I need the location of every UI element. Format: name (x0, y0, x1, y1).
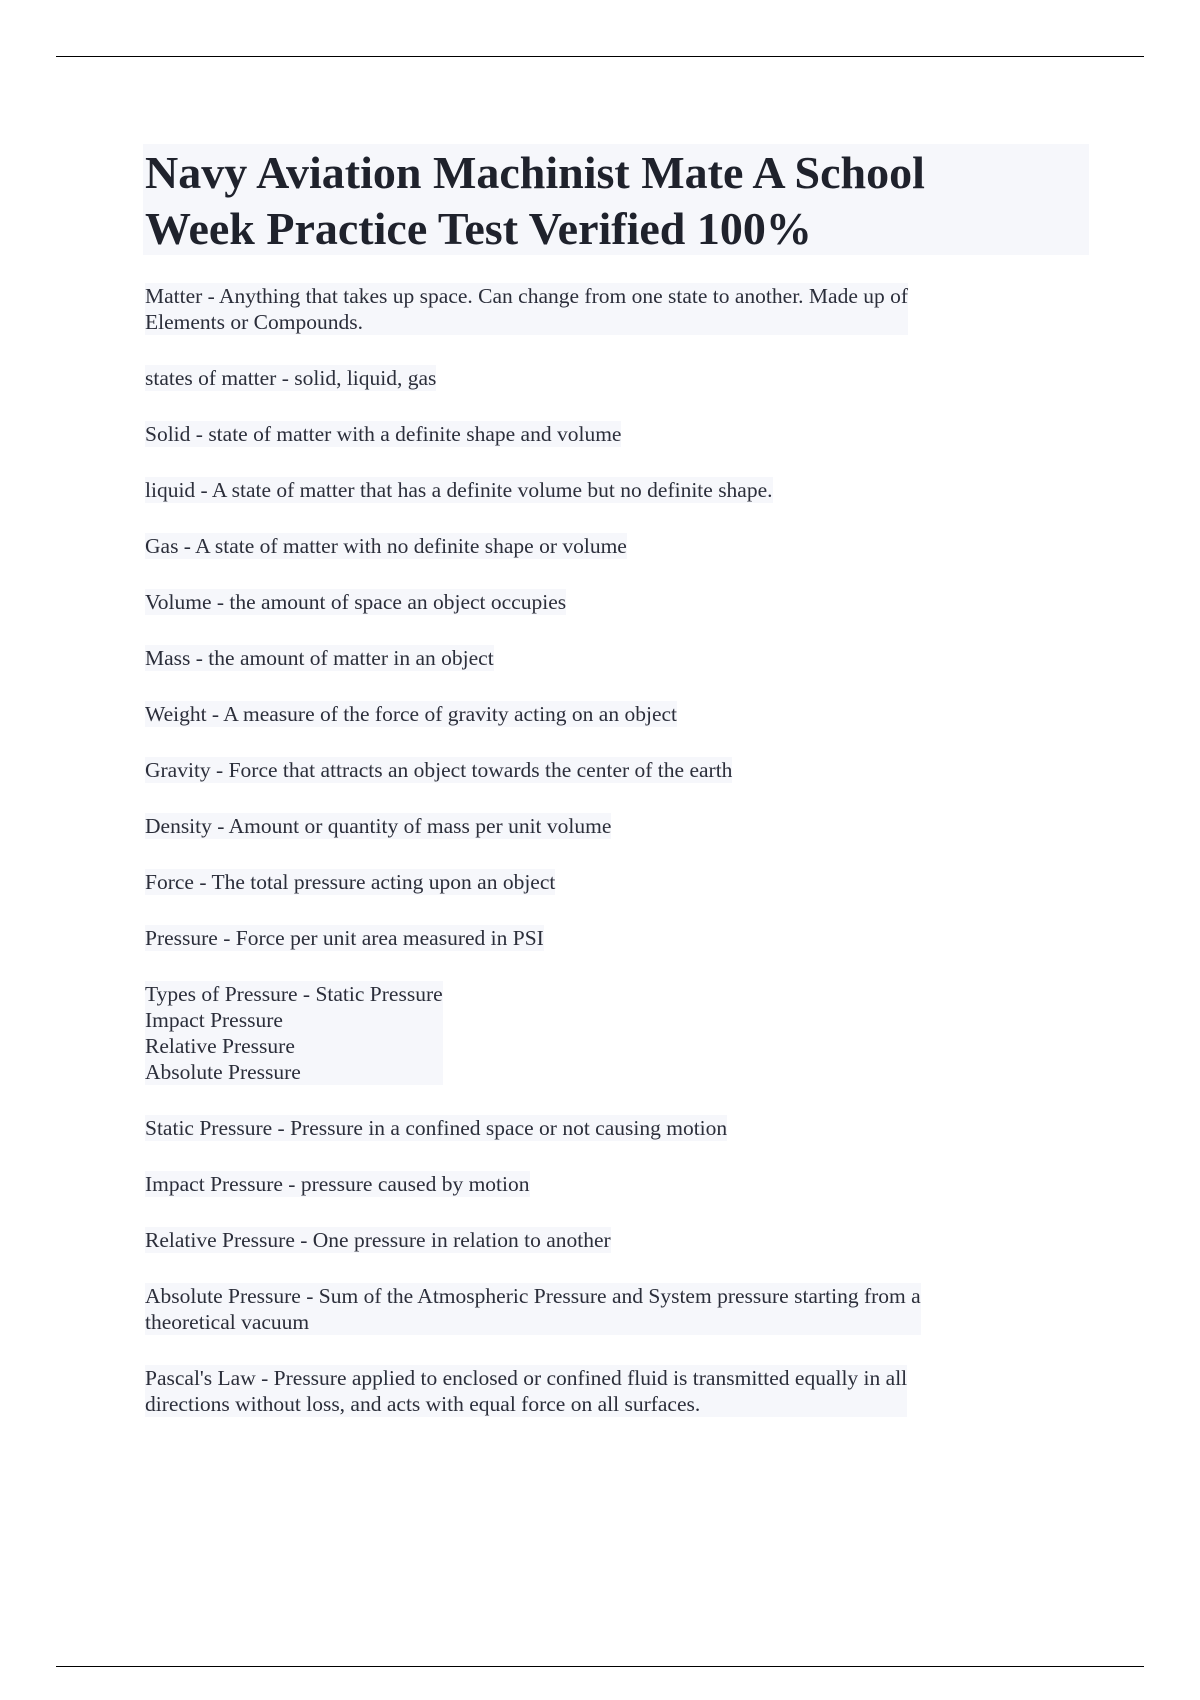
flashcard-entry (145, 365, 436, 391)
entry-line: Density - Amount or quantity of mass per unit volume (145, 814, 612, 838)
flashcard-entry (145, 981, 443, 1085)
flashcard-entry (145, 421, 621, 447)
flashcard-entry (145, 645, 494, 671)
flashcard-entry (145, 701, 677, 727)
title-line-2: Week Practice Test Verified 100% (145, 203, 812, 254)
entry-line: directions without loss, and acts with equal force on all surfaces. (145, 1392, 701, 1416)
page-title (145, 145, 1085, 257)
entry-line: Volume - the amount of space an object occupies (145, 590, 567, 614)
entry-line: states of matter - solid, liquid, gas (145, 366, 437, 390)
flashcard-entry (145, 283, 908, 335)
entry-line: liquid - A state of matter that has a definite volume but no definite shape. (145, 478, 773, 502)
entry-line: Absolute Pressure - Sum of the Atmospheric Pressure and System pressure starting from a (145, 1284, 921, 1308)
entry-line: theoretical vacuum (145, 1310, 310, 1334)
flashcard-entry (145, 1171, 530, 1197)
entry-line: Impact Pressure (145, 1008, 283, 1032)
entry-line: Pascal's Law - Pressure applied to enclosed or confined fluid is transmitted equally in all (145, 1366, 908, 1390)
entry-line: Absolute Pressure (145, 1060, 301, 1084)
entry-line: Elements or Compounds. (145, 310, 363, 334)
entry-line: Weight - A measure of the force of gravity acting on an object (145, 702, 677, 726)
flashcard-entry (145, 869, 555, 895)
entry-line: Impact Pressure - pressure caused by motion (145, 1172, 530, 1196)
flashcard-entry (145, 533, 627, 559)
entry-line: Force - The total pressure acting upon an object (145, 870, 556, 894)
entry-line: Relative Pressure - One pressure in relation to another (145, 1228, 611, 1252)
title-line-1: Navy Aviation Machinist Mate A School (145, 147, 925, 198)
flashcard-entry (145, 925, 544, 951)
flashcard-entry (145, 757, 732, 783)
flashcard-entry (145, 813, 611, 839)
entry-line: Gas - A state of matter with no definite shape or volume (145, 534, 627, 558)
header-rule (56, 56, 1144, 57)
flashcard-entry (145, 1365, 907, 1417)
flashcard-entry (145, 1283, 921, 1335)
footer-rule (56, 1666, 1144, 1667)
entry-line: Relative Pressure (145, 1034, 295, 1058)
flashcard-entry (145, 1115, 727, 1141)
entry-line: Matter - Anything that takes up space. Can change from one state to another. Made up of (145, 284, 909, 308)
entry-line: Solid - state of matter with a definite shape and volume (145, 422, 622, 446)
entry-line: Static Pressure - Pressure in a confined space or not causing motion (145, 1116, 728, 1140)
entry-line: Pressure - Force per unit area measured in PSI (145, 926, 544, 950)
entry-line: Gravity - Force that attracts an object towards the center of the earth (145, 758, 733, 782)
entry-line: Mass - the amount of matter in an object (145, 646, 494, 670)
flashcard-list (145, 283, 1045, 1447)
flashcard-entry (145, 477, 773, 503)
flashcard-entry (145, 589, 566, 615)
flashcard-entry (145, 1227, 611, 1253)
entry-line: Types of Pressure - Static Pressure (145, 982, 443, 1006)
